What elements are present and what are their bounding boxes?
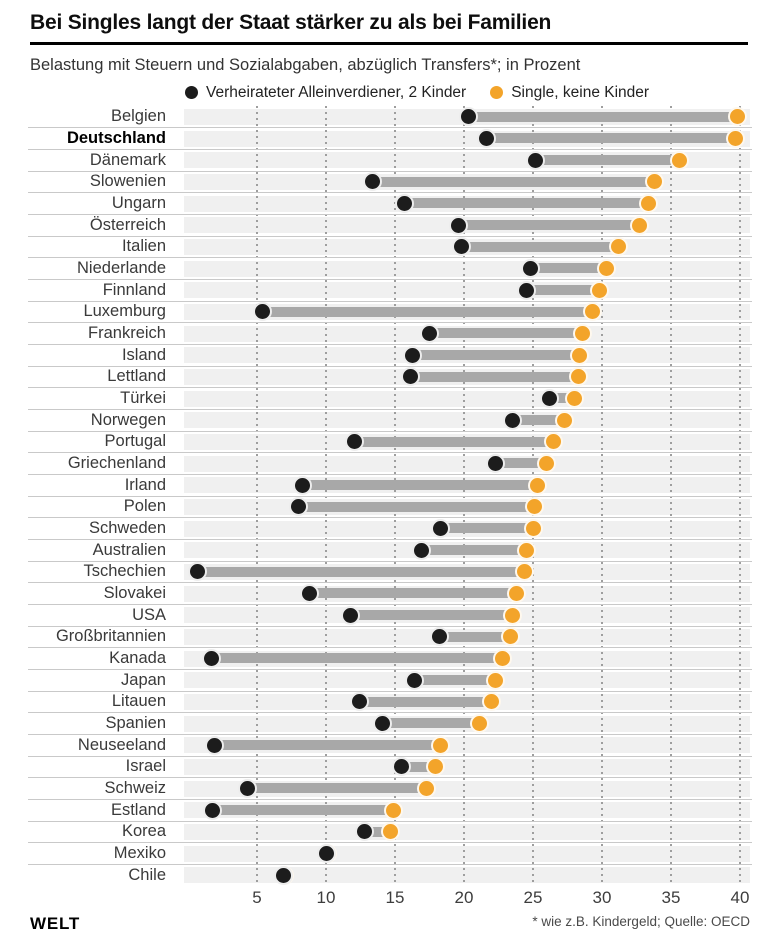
single-dot — [507, 584, 526, 603]
country-label: Griechenland — [67, 453, 166, 472]
country-label: Schweden — [88, 518, 166, 537]
married-dot — [521, 259, 540, 278]
chart-row — [0, 193, 780, 215]
legend-item-married — [185, 84, 466, 102]
married-dot — [300, 584, 319, 603]
chart-row — [0, 388, 780, 410]
range-bar — [198, 567, 525, 577]
single-dot — [431, 736, 450, 755]
married-dot — [274, 866, 293, 885]
legend-label-single: Single, keine Kinder — [511, 83, 650, 101]
country-label: Frankreich — [88, 323, 166, 342]
country-label: USA — [132, 605, 166, 624]
range-bar — [373, 177, 655, 187]
single-dot — [570, 346, 589, 365]
married-dot — [395, 194, 414, 213]
chart-row — [0, 539, 780, 561]
chart-row — [0, 106, 780, 128]
single-dot — [573, 324, 592, 343]
x-tick-label: 5 — [252, 888, 262, 907]
country-label: Ungarn — [111, 193, 166, 212]
married-dot — [540, 389, 559, 408]
country-label: Estland — [110, 800, 166, 819]
married-dot — [401, 367, 420, 386]
single-dot — [583, 302, 602, 321]
married-dot-icon — [185, 86, 198, 99]
country-label: Litauen — [111, 692, 166, 711]
single-dot — [537, 454, 556, 473]
married-dot — [205, 736, 224, 755]
chart-row — [0, 431, 780, 453]
chart-row — [0, 583, 780, 605]
range-bar — [298, 502, 534, 512]
single-dot-icon — [490, 86, 503, 99]
country-label: Großbritannien — [55, 627, 166, 646]
married-dot — [392, 757, 411, 776]
chart-row — [0, 691, 780, 713]
range-bar — [413, 350, 580, 360]
single-dot — [501, 627, 520, 646]
range-bar — [430, 328, 583, 338]
country-label: Luxemburg — [83, 302, 166, 321]
married-dot — [526, 151, 545, 170]
country-label: Israel — [125, 757, 166, 776]
country-label: Island — [121, 345, 166, 364]
chart-row — [0, 756, 780, 778]
chart-row — [0, 236, 780, 258]
x-tick-label: 30 — [592, 888, 612, 907]
married-dot — [486, 454, 505, 473]
chart-row — [0, 821, 780, 843]
country-label: Slowenien — [89, 172, 166, 191]
chart-row — [0, 149, 780, 171]
country-label: Italien — [121, 237, 166, 256]
single-dot — [384, 801, 403, 820]
country-label: Schweiz — [104, 778, 166, 797]
chart-row — [0, 344, 780, 366]
single-dot — [482, 692, 501, 711]
single-dot — [645, 172, 664, 191]
married-dot — [202, 649, 221, 668]
country-label: Österreich — [89, 215, 166, 234]
chart-row — [0, 128, 780, 150]
chart-row — [0, 778, 780, 800]
chart-row — [0, 453, 780, 475]
single-dot — [503, 606, 522, 625]
single-dot — [417, 779, 436, 798]
chart-row — [0, 604, 780, 626]
married-dot — [350, 692, 369, 711]
range-bar — [359, 697, 491, 707]
single-dot — [381, 822, 400, 841]
range-bar — [468, 112, 737, 122]
chart-row — [0, 799, 780, 821]
chart-row — [0, 323, 780, 345]
country-label: Tschechien — [83, 562, 166, 581]
country-label: Niederlande — [77, 258, 166, 277]
country-label: Chile — [128, 865, 166, 884]
range-bar — [214, 740, 440, 750]
page-title: Bei Singles langt der Staat stärker zu als bei Familien — [30, 11, 552, 34]
chart-plot — [0, 106, 780, 886]
country-label: Slovakei — [103, 583, 166, 602]
single-dot — [486, 671, 505, 690]
chart-row — [0, 669, 780, 691]
married-dot — [203, 801, 222, 820]
footer — [30, 914, 750, 934]
chart-row — [0, 734, 780, 756]
single-dot — [670, 151, 689, 170]
x-tick-label: 25 — [523, 888, 543, 907]
legend-label-married: Verheirateter Alleinverdiener, 2 Kinder — [206, 83, 467, 101]
chart-row — [0, 409, 780, 431]
range-bar — [410, 372, 578, 382]
page-subtitle: Belastung mit Steuern und Sozialabgaben, abzüglich Transfers*; in Prozent — [30, 56, 581, 74]
x-tick-label: 20 — [454, 888, 474, 907]
married-dot — [355, 822, 374, 841]
married-dot — [293, 476, 312, 495]
single-dot — [493, 649, 512, 668]
range-bar — [213, 805, 394, 815]
chart-row — [0, 214, 780, 236]
single-dot — [524, 519, 543, 538]
country-label: Deutschland — [66, 128, 166, 147]
country-label: Spanien — [105, 713, 166, 732]
chart-row — [0, 518, 780, 540]
chart-row — [0, 864, 780, 886]
country-label: Japan — [121, 670, 166, 689]
range-bar — [536, 155, 680, 165]
single-dot — [517, 541, 536, 560]
country-label: Korea — [121, 822, 166, 841]
country-label: Polen — [123, 497, 166, 516]
country-label: Belgien — [110, 107, 166, 126]
country-label: Dänemark — [89, 150, 166, 169]
single-dot — [726, 129, 745, 148]
source-note: * wie z.B. Kindergeld; Quelle: OECD — [532, 914, 750, 929]
range-bar — [263, 307, 593, 317]
single-dot — [597, 259, 616, 278]
chart-row — [0, 496, 780, 518]
married-dot — [238, 779, 257, 798]
country-label: Irland — [124, 475, 166, 494]
married-dot — [430, 627, 449, 646]
chart-row — [0, 843, 780, 865]
single-dot — [555, 411, 574, 430]
x-axis — [0, 886, 780, 908]
range-bar — [441, 523, 533, 533]
range-bar — [247, 783, 426, 793]
range-bar — [486, 133, 736, 143]
married-dot — [452, 237, 471, 256]
single-dot — [515, 562, 534, 581]
range-bar — [458, 220, 639, 230]
country-label: Kanada — [109, 648, 166, 667]
country-label: Finnland — [102, 280, 166, 299]
x-tick-label: 35 — [661, 888, 681, 907]
married-dot — [503, 411, 522, 430]
range-bar — [526, 285, 599, 295]
single-dot — [426, 757, 445, 776]
range-bar — [351, 610, 512, 620]
married-dot — [420, 324, 439, 343]
legend-item-single — [490, 84, 649, 102]
married-dot — [412, 541, 431, 560]
x-tick-label: 10 — [316, 888, 336, 907]
range-bar — [211, 653, 502, 663]
married-dot — [449, 216, 468, 235]
country-label: Lettland — [107, 367, 166, 386]
married-dot — [363, 172, 382, 191]
chart-legend — [185, 82, 780, 103]
married-dot — [188, 562, 207, 581]
single-dot — [525, 497, 544, 516]
country-label: Norwegen — [90, 410, 166, 429]
single-dot — [609, 237, 628, 256]
country-label: Mexiko — [113, 843, 166, 862]
range-bar — [461, 242, 618, 252]
single-dot — [569, 367, 588, 386]
married-dot — [517, 281, 536, 300]
range-bar — [309, 588, 516, 598]
single-dot — [590, 281, 609, 300]
married-dot — [403, 346, 422, 365]
married-dot — [373, 714, 392, 733]
single-dot — [528, 476, 547, 495]
country-label: Portugal — [104, 432, 166, 451]
chart-row — [0, 301, 780, 323]
country-label: Australien — [92, 540, 166, 559]
single-dot — [544, 432, 563, 451]
country-label: Neuseeland — [77, 735, 166, 754]
chart-row — [0, 366, 780, 388]
married-dot — [405, 671, 424, 690]
married-dot — [317, 844, 336, 863]
x-tick-label: 15 — [385, 888, 405, 907]
range-bar — [530, 263, 606, 273]
country-label: Türkei — [120, 388, 166, 407]
married-dot — [345, 432, 364, 451]
chart-row — [0, 626, 780, 648]
range-bar — [303, 480, 538, 490]
married-dot — [431, 519, 450, 538]
x-tick-label: 40 — [730, 888, 750, 907]
chart-row — [0, 279, 780, 301]
chart-row — [0, 648, 780, 670]
married-dot — [341, 606, 360, 625]
range-bar — [414, 675, 495, 685]
chart-row — [0, 474, 780, 496]
range-bar — [355, 437, 554, 447]
married-dot — [253, 302, 272, 321]
chart-row — [0, 561, 780, 583]
single-dot — [630, 216, 649, 235]
single-dot — [565, 389, 584, 408]
range-bar — [439, 632, 511, 642]
married-dot — [459, 107, 478, 126]
single-dot — [470, 714, 489, 733]
range-bar — [383, 718, 480, 728]
single-dot — [728, 107, 747, 126]
chart-row — [0, 258, 780, 280]
married-dot — [477, 129, 496, 148]
single-dot — [639, 194, 658, 213]
range-bar — [405, 198, 649, 208]
chart-row — [0, 171, 780, 193]
title-rule — [30, 42, 748, 45]
welt-logo: WELT — [30, 914, 81, 933]
range-bar — [421, 545, 526, 555]
married-dot — [289, 497, 308, 516]
chart-row — [0, 713, 780, 735]
